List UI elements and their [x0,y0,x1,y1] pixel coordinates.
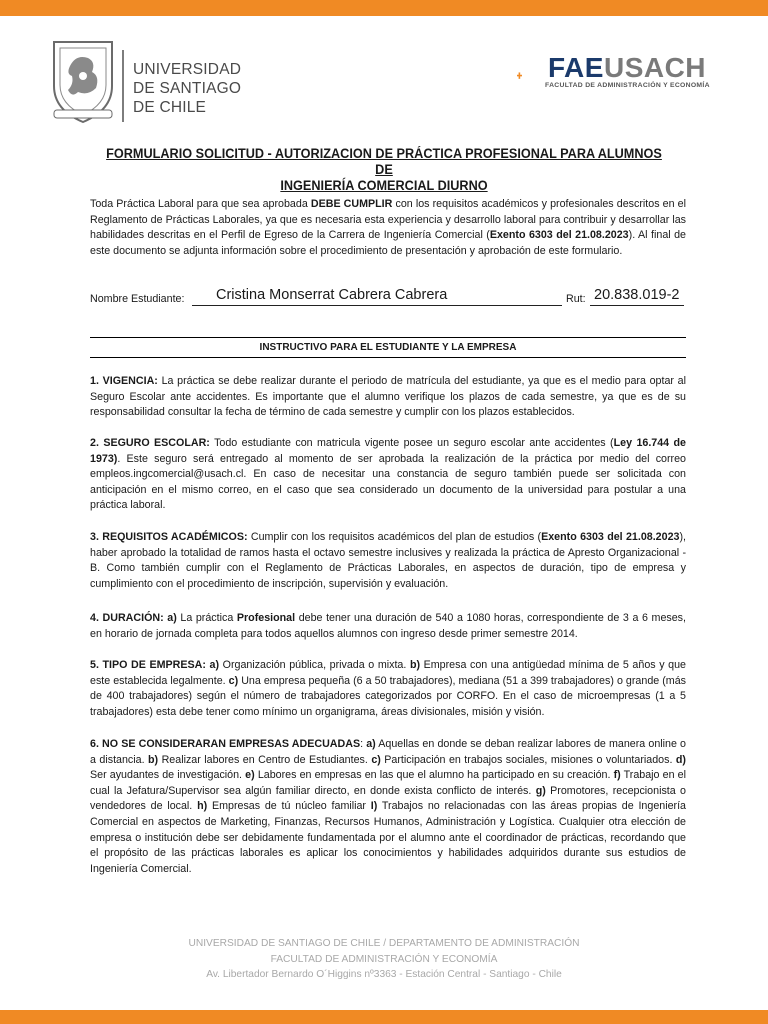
form-title-line-1: FORMULARIO SOLICITUD - AUTORIZACION DE PRÁCTICA PROFESIONAL PARA ALUMNOS DE [106,146,662,177]
faeusach-subtitle: FACULTAD DE ADMINISTRACIÓN Y ECONOMÍA [545,82,710,89]
section-top-rule [90,337,686,338]
footer-address: Av. Libertador Bernardo O´Higgins nº3363 - Estación Central - Santiago - Chile [206,969,562,980]
form-title [98,146,670,194]
student-info-row [90,287,686,311]
bottom-orange-bar [0,1010,768,1024]
university-line-2: DE SANTIAGO [133,80,242,97]
university-name [133,60,241,117]
usach-wordmark: USACH [603,52,707,83]
section-bottom-rule [90,357,686,358]
faeusach-logo [548,52,706,84]
logo-divider [122,50,124,122]
item-vigencia: 1. VIGENCIA: La práctica se debe realizar durante el periodo de matrícula del estudiante, ya que es el medio para optar al Seguro Escolar ante accidentes. Es importante que el alumno verifique los plazos de cada semestre, ya que es de su responsabilidad consultar la fecha de término de cada semestre y cumplir con los plazos establecidos. [90,375,686,419]
fae-wordmark: FAE [548,52,604,83]
form-title-line-2: INGENIERÍA COMERCIAL DIURNO [280,178,488,193]
footer [80,936,688,983]
footer-line-1: UNIVERSIDAD DE SANTIAGO DE CHILE / DEPARTAMENTO DE ADMINISTRACIÓN [188,938,580,949]
student-name-underline [192,305,562,306]
item-duracion: 4. DURACIÓN: a) La práctica Profesional debe tener una duración de 540 a 1080 horas, correspondiente de 3 a 6 meses, en horario de jornada completa para todos aquellos alumnos con ingreso desde primer semestre 2014. [90,612,686,640]
item-empresas-no-adecuadas: 6. NO SE CONSIDERARAN EMPRESAS ADECUADAS: a) Aquellas en donde se deban realizar labores de manera online o a distancia. b) Realizar labores en Centro de Estudiantes. c) Participación en trabajos sociales, misiones o voluntariados. d) Ser ayudantes de investigación. e) Labores en empresas en las que el alumno ha participado en su creación. f) Trabajo en el cual la Jefatura/Supervisor sea algún familiar directo, en donde exista conflicto de interés. g) Promotores, recepcionista o vendedores de local. h) Empresas de tú núcleo familiar I) Trabajos no relacionadas con las áreas propias de Ingeniería Comercial en aspectos de Marketing, Finanzas, Recursos Humanos, Administración y Logística. Cualquier otra elección de empresa o institución debe ser debidamente fundamentada por el alumno ante el coordinador de prácticas, recordando que el propósito de las prácticas laborales es aplicar los conocimientos y habilidades adquiridos durante sus estudios de Ingeniería Comercial. [90,738,687,875]
rut-underline [590,305,684,306]
footer-line-2: FACULTAD DE ADMINISTRACIÓN Y ECONOMÍA [270,953,498,965]
student-name-field[interactable]: Cristina Monserrat Cabrera Cabrera [216,287,448,303]
section-heading: INSTRUCTIVO PARA EL ESTUDIANTE Y LA EMPRESA [259,342,517,353]
intro-paragraph: Toda Práctica Laboral para que sea aprobada DEBE CUMPLIR con los requisitos académicos y profesionales descritos en el Reglamento de Prácticas Laborales, ya que es necesaria esta experiencia y desarrollo laboral para contribuir y desarrollar las habilidades descritas en el Perfil de Egreso de la Carrera de Ingeniería Comercial (Exento 6303 del 21.08.2023). Al final de este documento se adjunta información sobre el procedimiento de presentación y aprobación de este formulario. [90,198,687,257]
university-line-1: UNIVERSIDAD [133,61,242,78]
top-orange-bar [0,0,768,16]
student-name-label: Nombre Estudiante: [90,293,185,305]
item-requisitos-academicos: 3. REQUISITOS ACADÉMICOS: Cumplir con los requisitos académicos del plan de estudios (Exento 6303 del 21.08.2023), haber aprobado la totalidad de ramos hasta el octavo semestre inclusives y realizada la práctica de Apresto Organizacional - B. Como también cumplir con el Reglamento de Prácticas Laborales, en aspectos de duración, tipo de empresa y cumplimiento con el procedimiento de inscripción, supervisión y evaluación. [90,531,686,590]
item-tipo-empresa: 5. TIPO DE EMPRESA: a) Organización pública, privada o mixta. b) Empresa con una antigüedad mínima de 5 años y que este establecida legalmente. c) Una empresa pequeña (6 a 50 trabajadores), mediana (51 a 399 trabajadores) o grande (más de 400 trabajadores) según el número de trabajadores categorizados por CORFO. En el caso de microempresas (1 a 5 trabajadores) esta debe tener como mínimo un organigrama, áreas divisionales, misión y visión. [90,659,686,718]
university-line-3: DE CHILE [133,99,207,116]
rut-label: Rut: [566,293,586,305]
item-seguro-escolar: 2. SEGURO ESCOLAR: Todo estudiante con matricula vigente posee un seguro escolar ante accidentes (Ley 16.744 de 1973). Este seguro será entregado al momento de ser aprobada la realización de la práctica por medio del correo empleos.ingcomercial@usach.cl. En caso de necesitar una constancia de seguro también puede ser solicitada con anticipación en el mismo correo, en el caso que sea considerado un documento de la universidad para postular a una práctica laboral. [90,437,687,512]
rut-field[interactable]: 20.838.019-2 [594,287,680,303]
